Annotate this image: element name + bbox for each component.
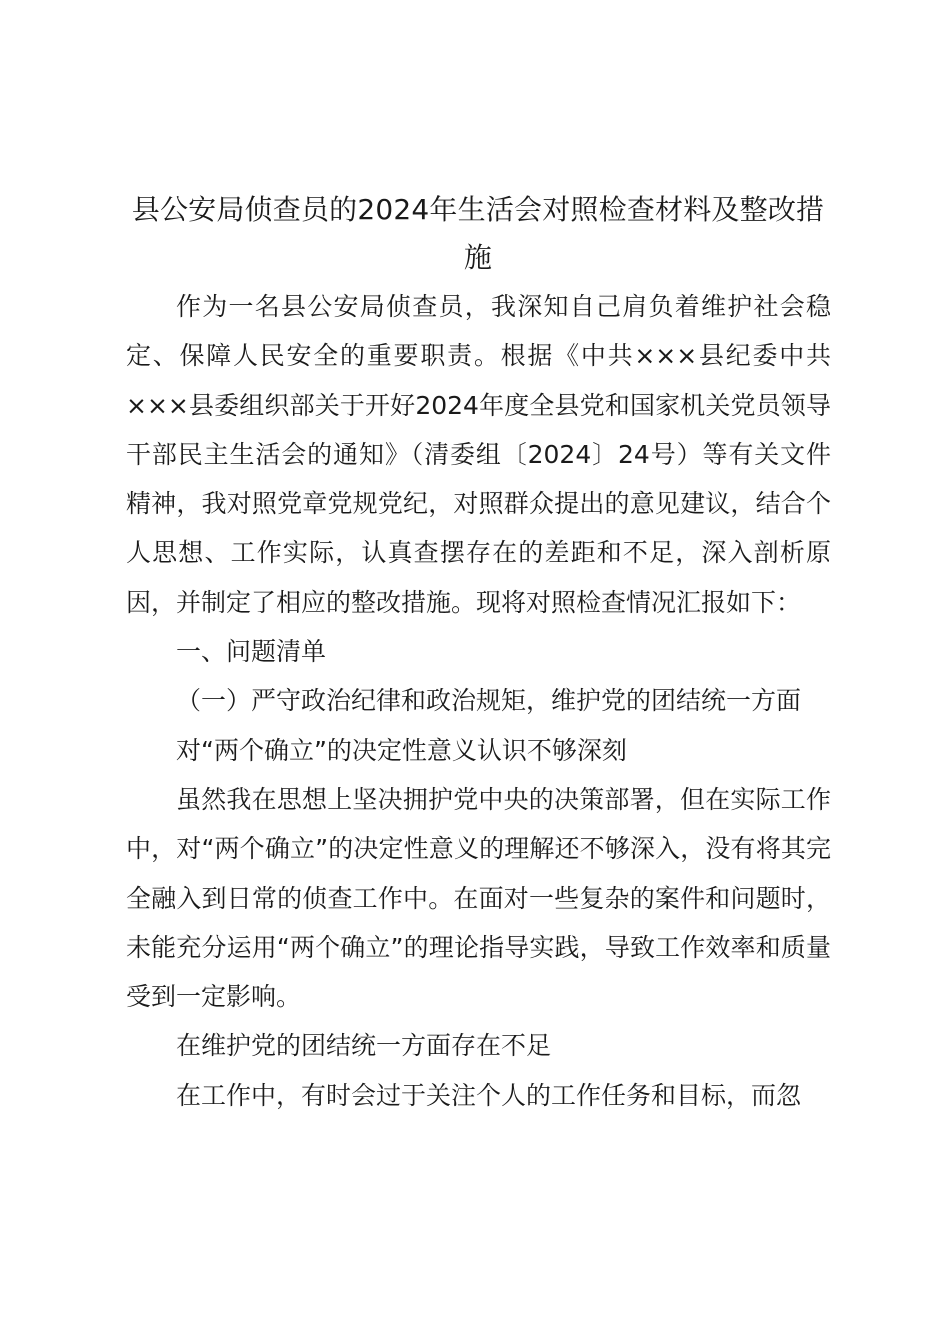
issue-paragraph-party-unity: 在工作中，有时会过于关注个人的工作任务和目标，而忽: [176, 1080, 802, 1110]
issue-heading-party-unity: 在维护党的团结统一方面存在不足: [176, 1031, 552, 1061]
intro-paragraph: 作为一名县公安局侦查员，我深知自己肩负着维护社会稳定、保障人民安全的重要职责。根据《中共×××县纪委中共×××县委组织部关于开好2024年度全县党和国家机关党员领导干部民主生活会的通知》（清委组〔2024〕24号）等有关文件精神，我对照党章党规党纪，对照群众提出的意见建议，结合个人思想、工作实际，认真查摆存在的差距和不足，深入剖析原因，并制定了相应的整改措施。现将对照检查情况汇报如下：: [126, 292, 831, 617]
issue-paragraph-two-establishments: 虽然我在思想上坚决拥护党中央的决策部署，但在实际工作中，对“两个确立”的决定性意义的理解还不够深入，没有将其完全融入到日常的侦查工作中。在面对一些复杂的案件和问题时，未能充分运用“两个确立”的理论指导实践，导致工作效率和质量受到一定影响。: [126, 784, 831, 1012]
issue-heading-two-establishments: 对“两个确立”的决定性意义认识不够深刻: [176, 735, 627, 765]
document-body: [126, 282, 831, 1120]
document-title: 县公安局侦查员的2024年生活会对照检查材料及整改措施: [131, 193, 825, 274]
subsection-heading-political-discipline: （一）严守政治纪律和政治规矩，维护党的团结统一方面: [176, 686, 802, 716]
section-heading-problem-list: 一、问题清单: [176, 637, 327, 667]
